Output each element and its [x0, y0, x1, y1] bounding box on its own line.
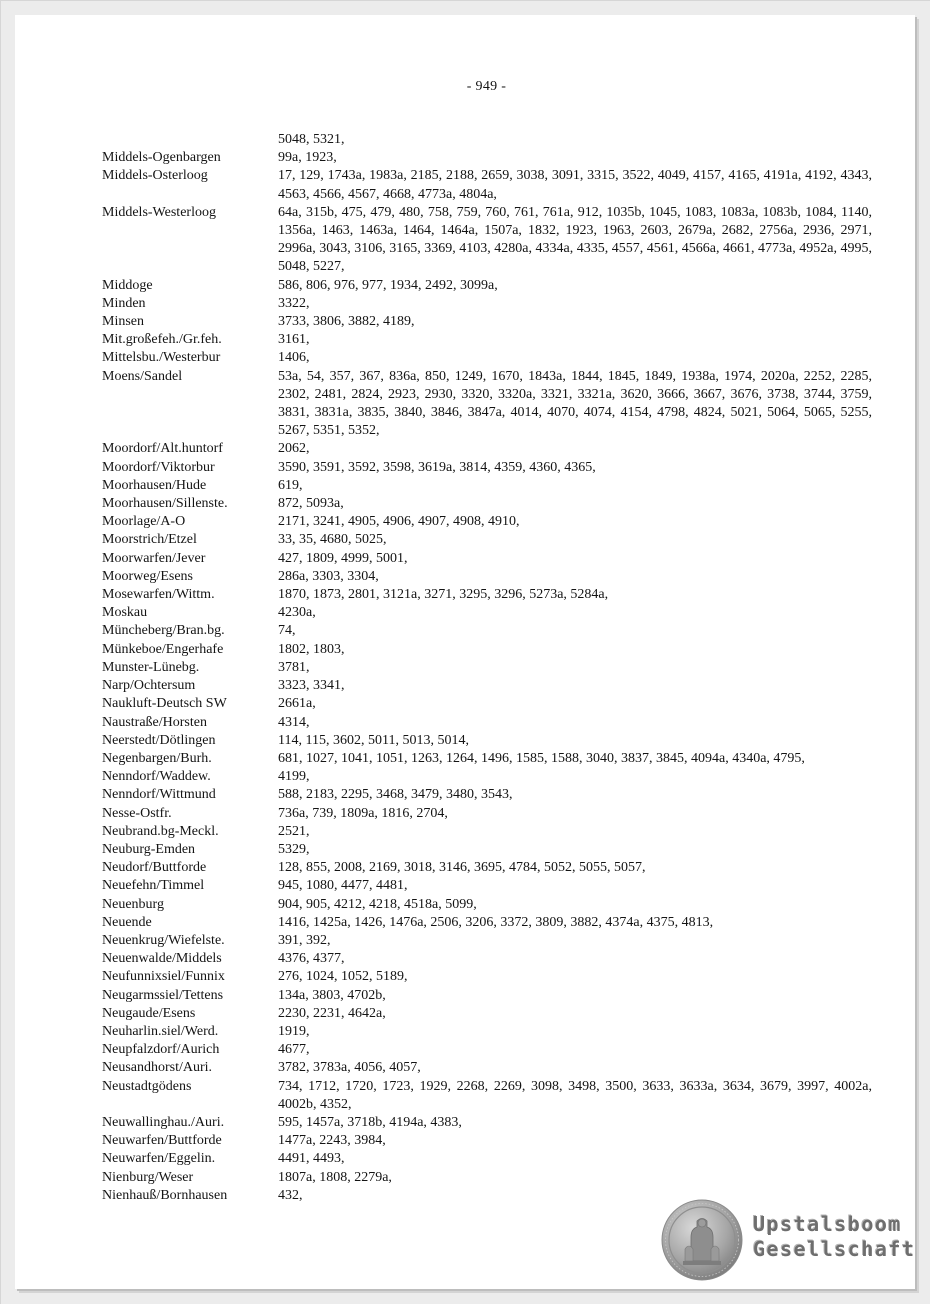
place-name: Neusandhorst/Auri.	[102, 1060, 213, 1076]
place-name: Neuenburg	[102, 896, 164, 912]
index-entry	[102, 1023, 872, 1041]
index-entry	[102, 1041, 872, 1059]
place-name: Narp/Ochtersum	[102, 678, 196, 694]
reference-numbers: 681, 1027, 1041, 1051, 1263, 1264, 1496, 1585, 1588, 3040, 3837, 3845, 4094a, 4340a, 4795,	[278, 750, 805, 766]
index-entry	[102, 477, 872, 495]
place-name: Minden	[102, 295, 146, 311]
index-entry	[102, 1114, 872, 1132]
place-name: Minsen	[102, 314, 144, 330]
index-entry	[102, 659, 872, 677]
index-entry	[102, 859, 872, 877]
index-entry	[102, 277, 872, 295]
index-entry	[102, 732, 872, 750]
index-entry	[102, 368, 872, 441]
place-name: Naustraße/Horsten	[102, 714, 207, 730]
index-entry	[102, 950, 872, 968]
index-entry	[102, 586, 872, 604]
index-entry	[102, 641, 872, 659]
index-entry	[102, 714, 872, 732]
reference-numbers: 3733, 3806, 3882, 4189,	[278, 314, 415, 330]
reference-numbers: 5048, 5321,	[278, 132, 345, 147]
place-name: Neuenkrug/Wiefelste.	[102, 932, 225, 948]
place-name: Moskau	[102, 605, 148, 621]
index-entry	[102, 440, 872, 458]
index-entry	[102, 968, 872, 986]
place-name: Neuwarfen/Eggelin.	[102, 1151, 216, 1167]
index-entry	[102, 531, 872, 549]
place-name: Neubrand.bg-Meckl.	[102, 823, 219, 839]
reference-numbers: 99a, 1923,	[278, 150, 337, 166]
place-name: Neugaude/Esens	[102, 1005, 196, 1021]
reference-numbers: 432,	[278, 1187, 303, 1203]
index-entry	[102, 131, 872, 149]
index-entry	[102, 896, 872, 914]
place-name	[102, 131, 278, 149]
index-entry	[102, 677, 872, 695]
reference-numbers: 4677,	[278, 1042, 310, 1058]
reference-numbers: 3322,	[278, 295, 310, 311]
place-name: Neuende	[102, 914, 152, 930]
place-name: Moens/Sandel	[102, 368, 183, 384]
reference-numbers: 586, 806, 976, 977, 1934, 2492, 3099a,	[278, 277, 498, 293]
reference-numbers: 33, 35, 4680, 5025,	[278, 532, 387, 548]
reference-numbers: 286a, 3303, 3304,	[278, 568, 379, 584]
index-entry	[102, 331, 872, 349]
reference-numbers: 595, 1457a, 3718b, 4194a, 4383,	[278, 1114, 462, 1130]
place-name: Neuharlin.siel/Werd.	[102, 1023, 219, 1039]
index-entry	[102, 914, 872, 932]
place-name: Mosewarfen/Wittm.	[102, 587, 215, 603]
reference-numbers: 904, 905, 4212, 4218, 4518a, 5099,	[278, 896, 477, 912]
index-entry	[102, 1169, 872, 1187]
place-name: Middels-Osterloog	[102, 168, 208, 184]
place-name: Moorweg/Esens	[102, 568, 193, 584]
index-entry	[102, 568, 872, 586]
page-number: - 949 -	[466, 79, 507, 94]
place-name: Neupfalzdorf/Aurich	[102, 1042, 220, 1058]
index-entry	[102, 604, 872, 622]
place-name: Mit.großefeh./Gr.feh.	[102, 332, 222, 348]
reference-numbers: 1919,	[278, 1023, 310, 1039]
place-name: Nienhauß/Bornhausen	[102, 1187, 228, 1203]
place-name: Moorlage/A-O	[102, 514, 186, 530]
index-entry	[102, 295, 872, 313]
reference-numbers: 872, 5093a,	[278, 496, 344, 512]
place-name: Neufunnixsiel/Funnix	[102, 969, 225, 985]
place-index	[102, 131, 872, 1205]
reference-numbers: 588, 2183, 2295, 3468, 3479, 3480, 3543,	[278, 787, 513, 803]
place-name: Moordorf/Viktorbur	[102, 459, 215, 475]
index-entry	[102, 786, 872, 804]
reference-numbers: 5329,	[278, 841, 310, 857]
index-entry	[102, 1150, 872, 1168]
place-name: Moorhausen/Hude	[102, 477, 207, 493]
reference-numbers: 114, 115, 3602, 5011, 5013, 5014,	[278, 732, 469, 748]
reference-numbers: 391, 392,	[278, 932, 331, 948]
reference-numbers: 276, 1024, 1052, 5189,	[278, 969, 408, 985]
reference-numbers: 1477a, 2243, 3984,	[278, 1133, 386, 1149]
reference-numbers: 4314,	[278, 714, 310, 730]
place-name: Moorhausen/Sillenste.	[102, 496, 228, 512]
place-name: Naukluft-Deutsch SW	[102, 696, 227, 712]
place-name: Nienburg/Weser	[102, 1169, 194, 1185]
place-name: Neuenwalde/Middels	[102, 951, 222, 967]
place-name: Neerstedt/Dötlingen	[102, 732, 216, 748]
reference-numbers: 736a, 739, 1809a, 1816, 2704,	[278, 805, 448, 821]
place-name: Neustadtgödens	[102, 1078, 192, 1094]
place-name: Moorstrich/Etzel	[102, 532, 197, 548]
index-entry	[102, 167, 872, 203]
reference-numbers: 134a, 3803, 4702b,	[278, 987, 386, 1003]
reference-numbers: 3590, 3591, 3592, 3598, 3619a, 3814, 4359, 4360, 4365,	[278, 459, 596, 475]
place-name: Neuwallinghau./Auri.	[102, 1114, 225, 1130]
index-entry	[102, 513, 872, 531]
reference-numbers: 2062,	[278, 441, 310, 457]
place-name: Mittelsbu./Westerbur	[102, 350, 221, 366]
reference-numbers: 1406,	[278, 350, 310, 366]
index-entry	[102, 459, 872, 477]
index-entry	[102, 1005, 872, 1023]
place-name: Nenndorf/Waddew.	[102, 769, 211, 785]
index-entry	[102, 695, 872, 713]
index-entry	[102, 823, 872, 841]
index-entry	[102, 313, 872, 331]
watermark-line-1: Upstalsboom	[753, 1212, 902, 1236]
reference-numbers: 2171, 3241, 4905, 4906, 4907, 4908, 4910,	[278, 514, 520, 530]
place-name: Munster-Lünebg.	[102, 659, 200, 675]
reference-numbers: 3161,	[278, 332, 310, 348]
reference-numbers: 4376, 4377,	[278, 951, 345, 967]
reference-numbers: 1807a, 1808, 2279a,	[278, 1169, 392, 1185]
reference-numbers: 3781,	[278, 659, 310, 675]
watermark-line-2: Gesellschaft	[753, 1237, 916, 1261]
place-name: Moordorf/Alt.huntorf	[102, 441, 223, 457]
index-entry	[102, 622, 872, 640]
place-name: Middels-Westerloog	[102, 204, 216, 220]
reference-numbers: 3782, 3783a, 4056, 4057,	[278, 1060, 421, 1076]
place-name: Münkeboe/Engerhafe	[102, 641, 224, 657]
reference-numbers: 945, 1080, 4477, 4481,	[278, 878, 408, 894]
index-entry	[102, 149, 872, 167]
index-entry	[102, 550, 872, 568]
index-entry	[102, 768, 872, 786]
place-name: Moorwarfen/Jever	[102, 550, 206, 566]
reference-numbers: 2521,	[278, 823, 310, 839]
reference-numbers: 74,	[278, 623, 296, 639]
document-page	[15, 15, 915, 1289]
reference-numbers: 619,	[278, 477, 303, 493]
reference-numbers: 3323, 3341,	[278, 678, 345, 694]
reference-numbers: 1416, 1425a, 1426, 1476a, 2506, 3206, 3372, 3809, 3882, 4374a, 4375, 4813,	[278, 914, 714, 930]
index-entry	[102, 1132, 872, 1150]
reference-numbers: 2230, 2231, 4642a,	[278, 1005, 386, 1021]
reference-numbers: 4230a,	[278, 605, 316, 621]
place-name: Neuburg-Emden	[102, 841, 196, 857]
place-name: Neuefehn/Timmel	[102, 878, 205, 894]
index-entry	[102, 877, 872, 895]
place-name: Middoge	[102, 277, 153, 293]
place-name: Müncheberg/Bran.bg.	[102, 623, 225, 639]
reference-numbers: 1870, 1873, 2801, 3121a, 3271, 3295, 3296, 5273a, 5284a,	[278, 587, 609, 603]
reference-numbers: 53a, 54, 357, 367, 836a, 850, 1249, 1670, 1843a, 1844, 1845, 1849, 1938a, 1974, 2020a, 2252, 2285, 2302, 2481, 2824, 2923, 2930, 3320, 3320a, 3321, 3321a, 3620, 3666, 3667, 3676, 3738, 3744, 3759, 3831, 3831a, 3835, 3840, 3846, 3847a, 4014, 4070, 4074, 4154, 4798, 4824, 5021, 5064, 5065, 5255, 5267, 5351, 5352,	[278, 368, 872, 439]
place-name: Neugarmssiel/Tettens	[102, 987, 224, 1003]
reference-numbers: 734, 1712, 1720, 1723, 1929, 2268, 2269, 3098, 3498, 3500, 3633, 3633a, 3634, 3679, 3997, 4002a, 4002b, 4352,	[278, 1078, 872, 1112]
reference-numbers: 427, 1809, 4999, 5001,	[278, 550, 408, 566]
reference-numbers: 1802, 1803,	[278, 641, 345, 657]
index-entry	[102, 1078, 872, 1114]
reference-numbers: 2661a,	[278, 696, 316, 712]
index-entry	[102, 987, 872, 1005]
index-entry	[102, 204, 872, 277]
reference-numbers: 64a, 315b, 475, 479, 480, 758, 759, 760, 761, 761a, 912, 1035b, 1045, 1083, 1083a, 1083b, 1084, 1140, 1356a, 1463, 1463a, 1464, 1464a, 1507a, 1832, 1923, 1963, 2603, 2679a, 2682, 2756a, 2936, 2971, 2996a, 3043, 3106, 3165, 3369, 4103, 4280a, 4334a, 4335, 4557, 4561, 4566a, 4661, 4773a, 4952a, 4995, 5048, 5227,	[278, 204, 872, 275]
seal-icon	[661, 1199, 743, 1281]
index-entry	[102, 841, 872, 859]
reference-numbers: 128, 855, 2008, 2169, 3018, 3146, 3695, 4784, 5052, 5055, 5057,	[278, 860, 646, 876]
place-name: Middels-Ogenbargen	[102, 150, 221, 166]
index-entry	[102, 932, 872, 950]
watermark	[661, 1195, 921, 1287]
reference-numbers: 17, 129, 1743a, 1983a, 2185, 2188, 2659, 3038, 3091, 3315, 3522, 4049, 4157, 4165, 4191a, 4192, 4343, 4563, 4566, 4567, 4668, 4773a, 4804a,	[278, 168, 872, 202]
index-entry	[102, 1059, 872, 1077]
reference-numbers: 4199,	[278, 769, 310, 785]
place-name: Neudorf/Buttforde	[102, 860, 207, 876]
place-name: Nenndorf/Wittmund	[102, 787, 216, 803]
index-entry	[102, 805, 872, 823]
reference-numbers: 4491, 4493,	[278, 1151, 345, 1167]
index-entry	[102, 750, 872, 768]
place-name: Nesse-Ostfr.	[102, 805, 172, 821]
index-entry	[102, 495, 872, 513]
place-name: Neuwarfen/Buttforde	[102, 1133, 222, 1149]
place-name: Negenbargen/Burh.	[102, 750, 212, 766]
index-entry	[102, 349, 872, 367]
